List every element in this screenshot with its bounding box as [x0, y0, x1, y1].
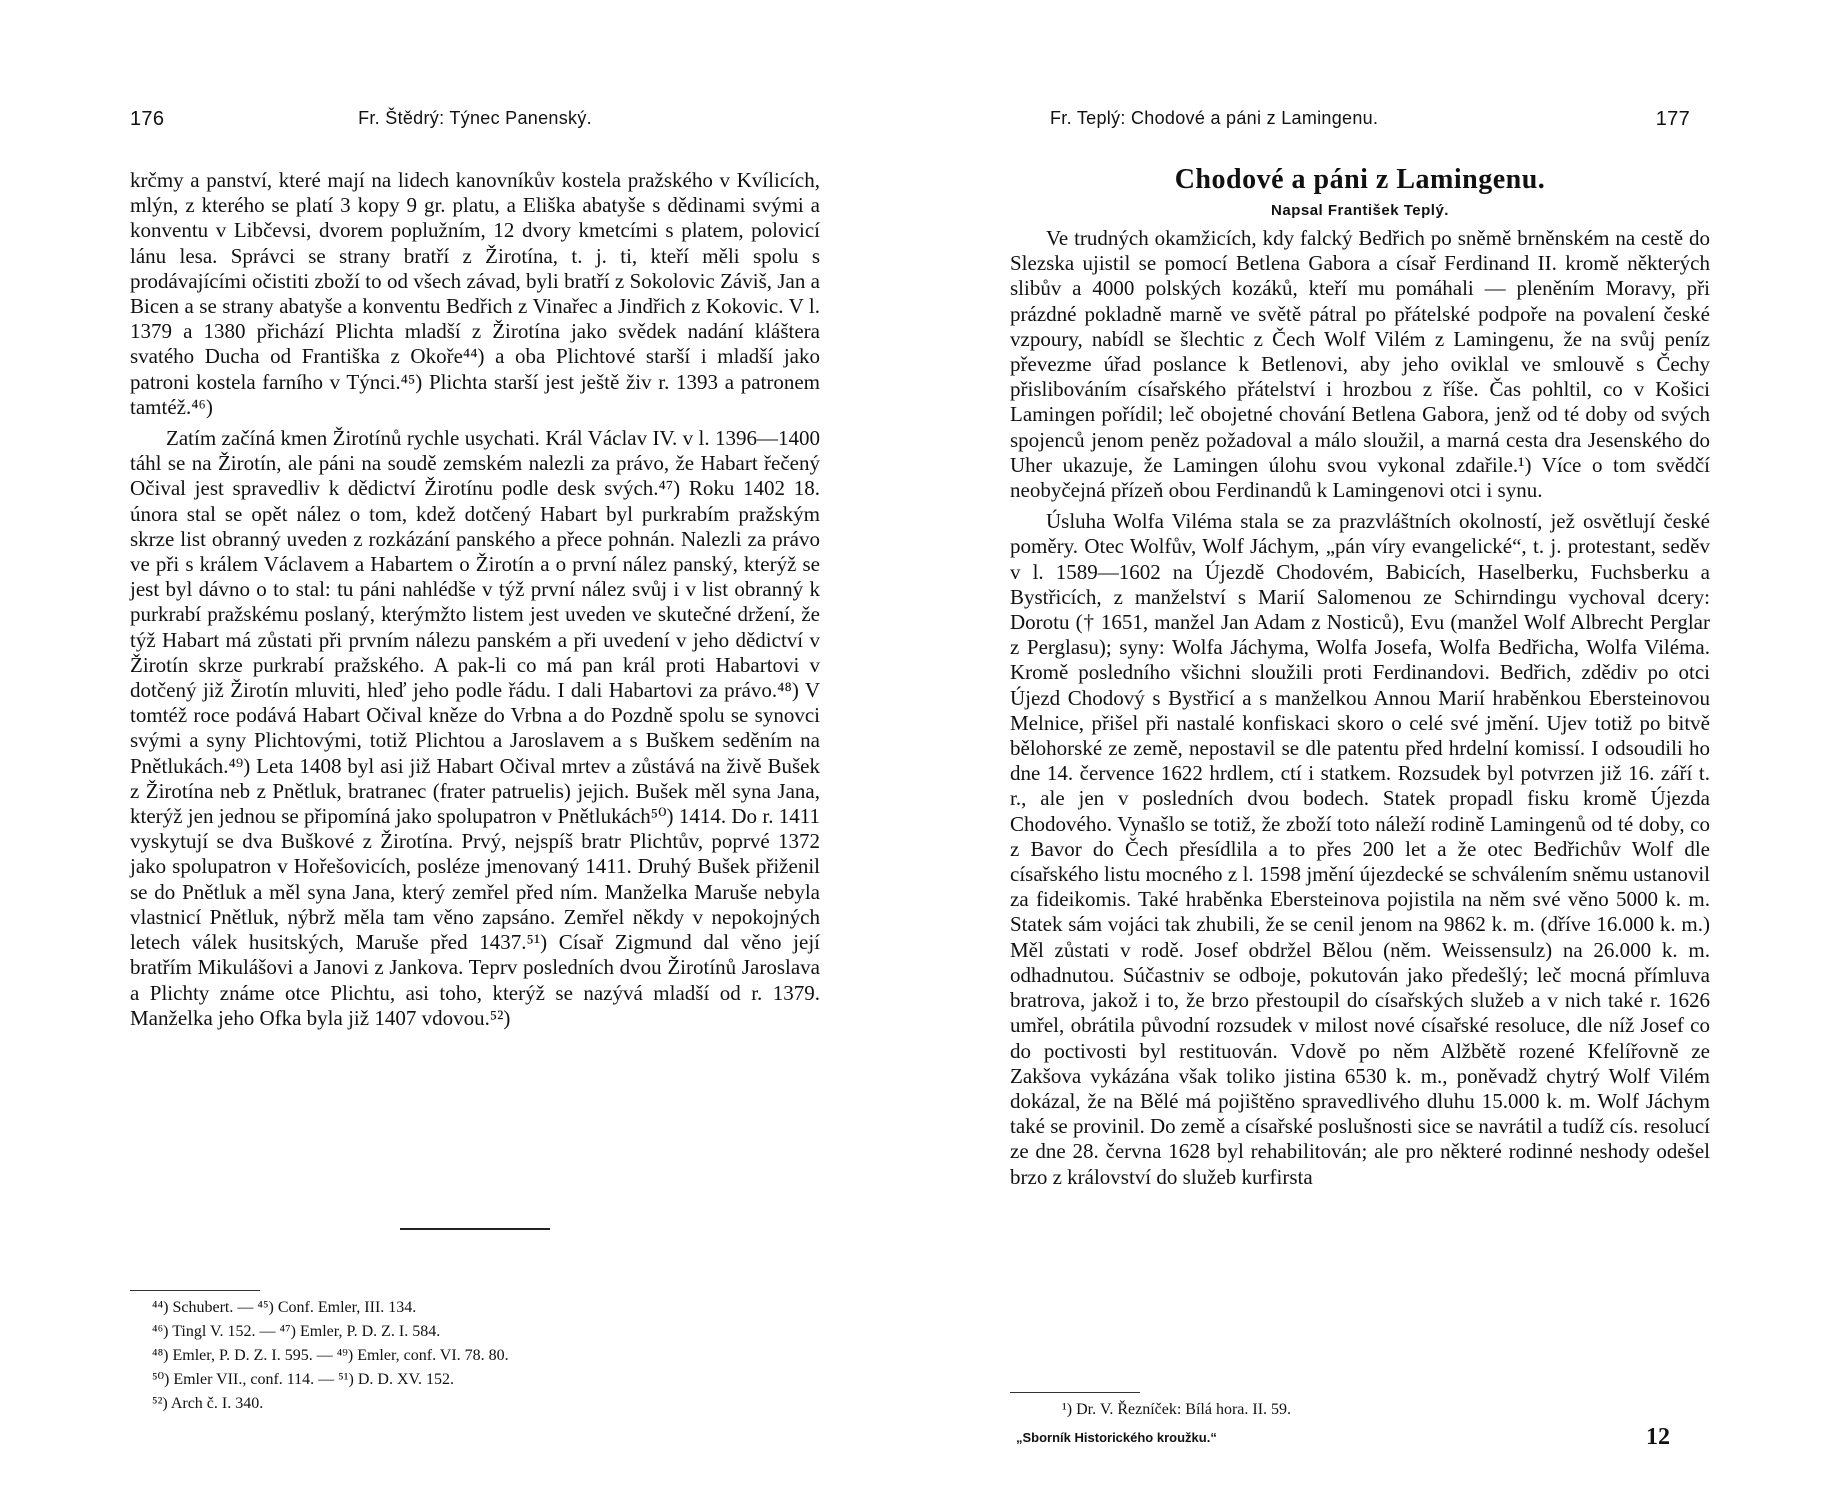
footnote-line: ⁵²) Arch č. I. 340. — [152, 1395, 264, 1412]
left-page-number: 176 — [130, 108, 165, 130]
left-footnotes — [152, 1296, 820, 1416]
footnote-line: ⁴⁴) Schubert. — ⁴⁵) Conf. Emler, III. 134. — [152, 1299, 417, 1316]
right-footnote-rule — [1010, 1392, 1140, 1393]
left-paragraph-1: krčmy a panství, které mají na lidech kanovníkův kostela pražského v Kvílicích, mlýn, z kterého se platí 3 kopy 9 gr. platu, a Eliška abatyše s dědinami svými a konventu v Libčevsi, dvorem poplužním, 12 dvory kmetcími s platem, polovicí lánu lesa. Správci se strany bratří z Žirotína, t. j. ti, kteří měli spolu s prodávajícími očistiti zboží to od všech závad, byli bratří z Sokolovic Záviš, Jan a Bicen a se strany abatyše a konventu Bedřich z Vinařec a Jindřich z Kokovic. V l. 1379 a 1380 přichází Plichta mladší z Žirotína jako svědek nadání kláštera svatého Ducha od Františka z Okoře⁴⁴) a oba Plichtové starší i mladší jako patroni kostela farního v Týnci.⁴⁵) Plichta starší jest ještě živ r. 1393 a patronem tamtéž.⁴⁶) — [130, 168, 820, 419]
right-footnotes — [1062, 1398, 1710, 1422]
article-title: Chodové a páni z Lamingenu. — [1174, 164, 1546, 195]
footnote-line: ¹) Dr. V. Řezníček: Bílá hora. II. 59. — [1062, 1401, 1292, 1418]
right-paragraph-1: Ve trudných okamžicích, kdy falcký Bedřich po sněmě brněnském na cestě do Slezska ujistil se pomocí Betlena Gabora a císař Ferdinand II. kromě některých slibův a 4000 polských kozáků, kteří mu pomáhali — pleněním Moravy, při prázdné pokladně marně ve světě pátral po přátelské podpoře na povalení české vzpoury, nabídl se šlechtic z Čech Wolf Vilém z Lamingenu, že na svůj peníz převezme úřad poslance k Betlenovi, aby jeho oviklal ve smlouvě s Čechy přislibováním císařského přátelství i hrozbou z říše. Čas pohltil, co v Košici Lamingen pořídil; leč obojetné chování Betlena Gabora, jenž od té doby od svých spojenců jenom peněz požadoval a málo sloužil, a marná cesta dra Jesenského do Uher ukazuje, že Lamingen úlohu svou vykonal zdařile.¹) Více o tom svědčí neobyčejná přízeň obou Ferdinandů k Lamingenovi otci i synu. — [1010, 226, 1710, 503]
left-page — [130, 0, 820, 1500]
left-paragraph-2: Zatím začíná kmen Žirotínů rychle usychati. Král Václav IV. v l. 1396—1400 táhl se na Žirotín, ale páni na soudě zemském nalezli za právo, že Habart řečený Očival jest spravedliv k dědictví Žirotínu podle desk svých.⁴⁷) Roku 1402 18. února stal se opět nález o tom, kdež dotčený Habart byl purkrabím pražským skrze list obranný uveden z rozkázání panského a přece pohnán. Nalezli za právo ve při s králem Václavem a Habartem o Žirotín a o první nález panský, kterýž se jest byl dávno o to stal: tu páni nahlédše v týž první nález svůj i v list obranný k purkrabí pražskému poslaný, kterýmžto listem jest uveden ve skutečné držení, že týž Habart má zůstati při prvním nálezu panském a při uvedení v jeho dědictví v Žirotín skrze purkrabí pražského. A pak-li co má pan král proti Habartovi v dotčený již Žirotín mluviti, hleď jeho podle řádu. I dali Habartovi za právo.⁴⁸) V tomtéž roce podává Habart Očival kněze do Vrbna a do Pozdně spolu se synovci svými a syny Plichtovými, totiž Plichtou a Jaroslavem a s Buškem seděním na Pnětlukách.⁴⁹) Leta 1408 byl asi již Habart Očival mrtev a zůstává na živě Bušek z Žirotína neb z Pnětluk, bratranec (frater patruelis) jejich. Bušek měl syna Jana, kterýž jen jednou se připomíná jako spolupatron v Pnětlukách⁵⁰) 1414. Do r. 1411 vyskytují se dva Buškové z Žirotína. Prvý, nejspíš bratr Plichtův, poprvé 1372 jako spolupatron v Hořešovicích, posléze jmenovaný 1411. Druhý Bušek přiženil se do Pnětluk a měl syna Jana, který zemřel před ním. Manželka Maruše nebyla vlastnicí Pnětluk, nýbrž měla tam věno zapsáno. Zemřel někdy v nepokojných letech válek husitských, Maruše před 1437.⁵¹) Císař Zigmund dal věno její bratřím Mikulášovi a Janovi z Jankova. Teprv posledních dvou Žirotínů Jaroslava a Plichty známe otce Plichtu, asi toho, kterýž se nazývá mladší od r. 1379. Manželka jeho Ofka byla již 1407 vdovou.⁵²) — [130, 426, 820, 1030]
left-footnote-rule — [130, 1290, 260, 1291]
footnote-line: ⁴⁸) Emler, P. D. Z. I. 595. — ⁴⁹) Emler, conf. VI. 78. 80. — [152, 1347, 509, 1364]
right-running-head — [1010, 108, 1710, 138]
footnote-line: ⁵⁰) Emler VII., conf. 114. — ⁵¹) D. D. XV. 152. — [152, 1371, 455, 1388]
right-body-text — [1010, 226, 1710, 1190]
signature-text: „Sborník Historického kroužku.“ — [1016, 1430, 1217, 1445]
signature-number: 12 — [1646, 1424, 1670, 1450]
right-page-number: 177 — [1655, 108, 1690, 130]
right-paragraph-2: Úsluha Wolfa Viléma stala se za prazvláštních okolností, jež osvětlují české poměry. Otec Wolfův, Wolf Jáchym, „pán víry evangelické“, t. j. protestant, seděv v l. 1589—1602 na Újezdě Chodovém, Babicích, Haselberku, Fuchsberku a Bystřicích, z manželství s Marií Salomenou ze Schirndingu vychoval dcery: Dorotu († 1651, manžel Jan Adam z Nosticů), Evu (manžel Wolf Albrecht Perglar z Perglasu); syny: Wolfa Jáchyma, Wolfa Josefa, Wolfa Bedřicha, Wolfa Viléma. Kromě posledního všichni sloužili proti Ferdinandovi. Bedřich, zdědiv po otci Újezd Chodový s Bystřicí a s manželkou Annou Marií hraběnkou Ebersteinovou Melnice, přišel při nastalé konfiskaci skoro o celé své jmění. Ujev totiž po bitvě bělohorské ze země, nepostavil se dle patentu před hrdelní komissí. I odsoudili ho dne 14. července 1622 hrdlem, ctí i statkem. Rozsudek byl potvrzen již 16. září t. r., ale jen v posledních dvou bodech. Statek propadl fisku kromě Újezda Chodového. Vynašlo se totiž, že zboží toto náleží rodině Lamingenů od té doby, co z Bavor do Čech přesídlila a to přes 200 let a že otec Bedřichův Wolf dle císařského listu mocného z l. 1598 jmění újezdecké se schválením sněmu ustanovil za fideikomis. Také hraběnka Ebersteinova pojistila na něm své věno 5000 k. m. Statek sám vojáci tak zhubili, že se cenil jenom na 9862 k. m. (dříve 16.000 k. m.) Měl zůstati v rodě. Josef obdržel Bělou (něm. Weissensulz) na 26.000 k. m. odhadnutou. Súčastniv se odboje, pokutován jako předešlý; leč mocná přímluva bratrova, jakož i to, že brzo přestoupil do císařských služeb a v nich také r. 1626 umřel, obrátila původní rozsudek v milost nové císařské resoluce, dle níž Josef co do poctivosti byl restituován. Vdově po něm Alžbětě rozené Kfelířovně ze Zakšova vykázána však toliko jistina 6530 k. m., poněvadž chytrý Wolf Vilém dokázal, že na Bělé má pojištěno spravedlivého dluhu 15.000 k. m. Wolf Jáchym také se provinil. Do země a císařské poslušnosti sice se navrátil a tudíž cís. resolucí ze dne 28. června 1628 byl rehabilitován; ale pro některé rodinné neshody odešel brzo z království do služeb kurfirsta — [1010, 509, 1710, 1189]
article-byline: Napsal František Teplý. — [1271, 202, 1449, 219]
left-body-text — [130, 168, 820, 1031]
footnote-line: ⁴⁶) Tingl V. 152. — ⁴⁷) Emler, P. D. Z. I. 584. — [152, 1323, 441, 1340]
left-running-head — [130, 108, 820, 138]
section-end-rule — [400, 1228, 550, 1230]
right-running-title: Fr. Teplý: Chodové a páni z Lamingenu. — [1050, 108, 1379, 128]
right-page — [1010, 0, 1710, 1500]
left-running-title: Fr. Štědrý: Týnec Panenský. — [358, 108, 592, 128]
